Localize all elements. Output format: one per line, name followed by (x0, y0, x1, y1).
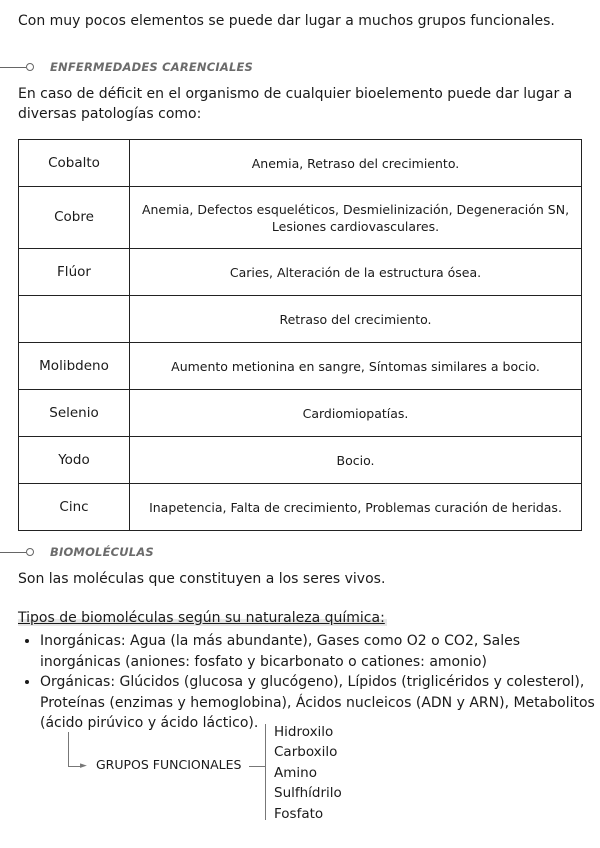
section-title: ENFERMEDADES CARENCIALES (50, 60, 254, 74)
disease-cell: Anemia, Defectos esqueléticos, Desmielinización, Degeneración SN, Lesiones cardiovasculares. (130, 187, 582, 249)
carenciales-paragraph: En caso de déficit en el organismo de cualquier bioelemento puede dar lugar a diversas patologías como: (18, 86, 573, 122)
biomoleculas-paragraph: Son las moléculas que constituyen a los seres vivos. (18, 571, 386, 587)
list-item: Carboxilo (274, 744, 338, 761)
table-row (19, 484, 582, 531)
section-line (0, 67, 26, 68)
bracket-line (265, 724, 266, 820)
element-cell: Flúor (19, 249, 130, 296)
table-row (19, 343, 582, 390)
deficiency-table (18, 139, 582, 531)
table-row (19, 390, 582, 437)
disease-cell: Anemia, Retraso del crecimiento. (130, 140, 582, 187)
functional-groups-list (274, 722, 342, 824)
table-row (19, 140, 582, 187)
disease-cell: Bocio. (130, 437, 582, 484)
list-item: Sulfhídrilo (274, 785, 342, 802)
section-title: BIOMOLÉCULAS (50, 545, 154, 559)
element-cell: Cobalto (19, 140, 130, 187)
element-cell: Molibdeno (19, 343, 130, 390)
list-item: • Orgánicas: Glúcidos (glucosa y glucógeno), Lípidos (triglicéridos y colesterol), Proteínas (enzimas y hemoglobina), Ácidos nucleicos (ADN y ARN), Metabolitos (ácido pirúvico y ácido láctico). (40, 672, 600, 734)
list-item: Amino (274, 764, 317, 781)
arrow-right-icon: ► (80, 761, 87, 771)
table-row (19, 296, 582, 343)
functional-groups-label: GRUPOS FUNCIONALES (96, 757, 242, 772)
table-row (19, 187, 582, 249)
types-heading: Tipos de biomoléculas según su naturaleza química: (18, 610, 385, 626)
element-cell (19, 296, 130, 343)
element-cell: Yodo (19, 437, 130, 484)
disease-cell: Inapetencia, Falta de crecimiento, Problemas curación de heridas. (130, 484, 582, 531)
disease-cell: Retraso del crecimiento. (130, 296, 582, 343)
section-header-biomoleculas (0, 544, 154, 560)
element-cell: Cobre (19, 187, 130, 249)
list-item: Hidroxilo (274, 724, 334, 740)
bullet-circle-icon (26, 548, 34, 556)
element-cell: Selenio (19, 390, 130, 437)
disease-cell: Cardiomiopatías. (130, 390, 582, 437)
disease-cell: Aumento metionina en sangre, Síntomas similares a bocio. (130, 343, 582, 390)
table-row (19, 249, 582, 296)
element-cell: Cinc (19, 484, 130, 531)
types-list (18, 631, 600, 734)
connector-line (68, 732, 69, 766)
disease-cell: Caries, Alteración de la estructura ósea. (130, 249, 582, 296)
list-item: • Inorgánicas: Agua (la más abundante), Gases como O2 o CO2, Sales inorgánicas (aniones: fosfato y bicarbonato o cationes: amonio) (40, 631, 600, 672)
table-row (19, 437, 582, 484)
intro-text: Con muy pocos elementos se puede dar lugar a muchos grupos funcionales. (18, 13, 555, 29)
list-item: Fosfato (274, 805, 324, 822)
bullet-circle-icon (26, 63, 34, 71)
section-header-carenciales (0, 59, 253, 75)
connector-line (249, 766, 265, 767)
section-line (0, 552, 26, 553)
